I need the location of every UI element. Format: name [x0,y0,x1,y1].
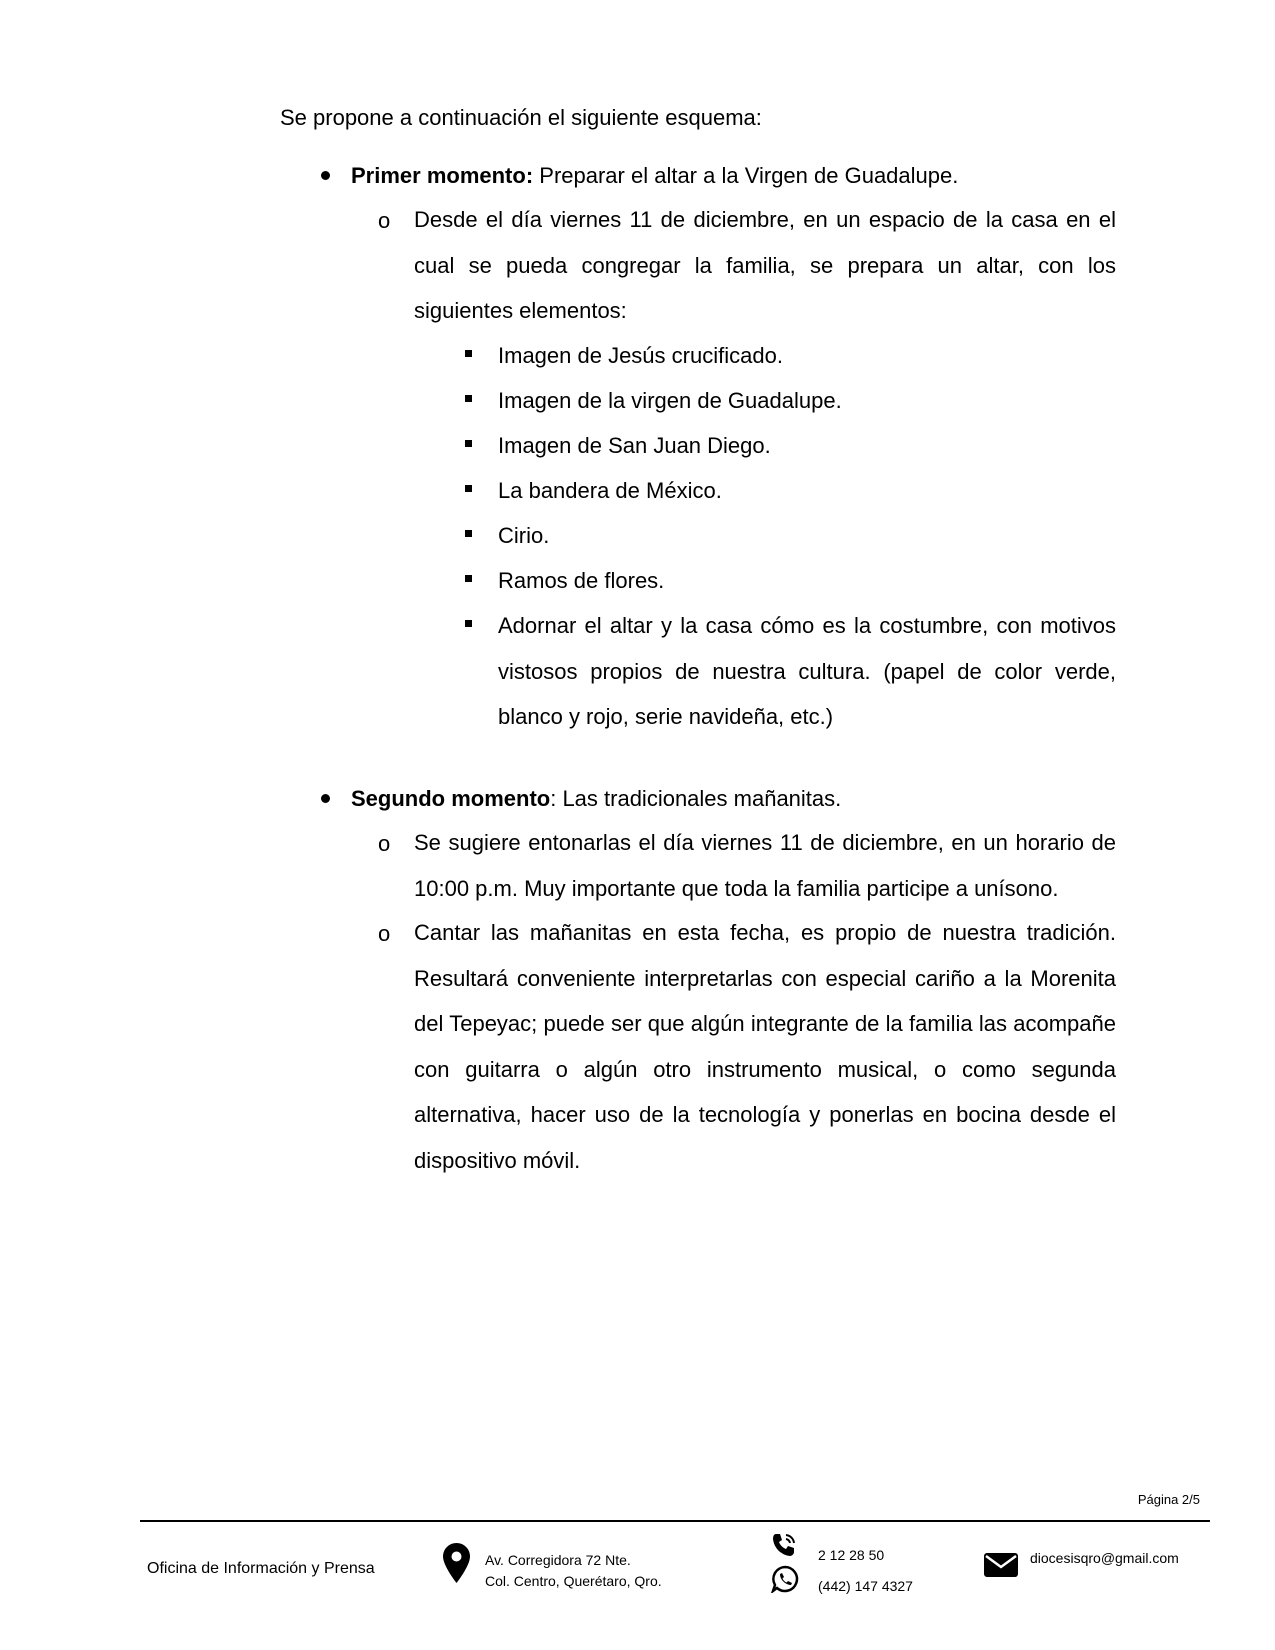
first-moment-heading [351,153,1131,199]
address-line-1: Av. Corregidora 72 Nte. [485,1552,631,1568]
list-item: Adornar el altar y la casa cómo es la costumbre, con motivos vistosos propios de nuestra cultura. (papel de color verde, blanco y rojo, serie navideña, etc.) [498,613,1116,729]
list-item: Ramos de flores. [498,568,665,593]
bullet-square [465,440,472,447]
whatsapp-number: (442) 147 4327 [818,1578,913,1594]
second-moment-heading [351,776,1131,822]
footer-email: diocesisqro@gmail.com [1030,1550,1179,1566]
second-moment-suggestion: Se sugiere entonarlas el día viernes 11 de diciembre, en un horario de 10:00 p.m. Muy importante que toda la familia participe a unísono. [414,830,1116,901]
second-moment-tradition: Cantar las mañanitas en esta fecha, es propio de nuestra tradición. Resultará conveniente interpretarlas con especial cariño a la Morenita del Tepeyac; puede ser que algún integrante de la familia las acompañe con guitarra o algún otro instrumento musical, o como segunda alternativa, hacer uso de la tecnología y ponerlas en bocina desde el dispositivo móvil. [414,920,1116,1173]
list-item: Imagen de la virgen de Guadalupe. [498,388,842,413]
first-moment-description: Desde el día viernes 11 de diciembre, en un espacio de la casa en el cual se pueda congregar la familia, se prepara un altar, con los siguientes elementos: [414,207,1116,323]
footer-office: Oficina de Información y Prensa [147,1560,375,1577]
list-item: Imagen de San Juan Diego. [498,433,771,458]
bullet-square [465,575,472,582]
bullet-square [465,395,472,402]
first-moment-title: Primer momento: [351,163,534,188]
bullet-circle: o [378,921,391,946]
page-number: Página 2/5 [1137,1492,1200,1507]
bullet-disc [321,794,330,803]
address-line-2: Col. Centro, Querétaro, Qro. [485,1573,662,1589]
bullet-disc [321,171,330,180]
footer-divider [140,1520,1210,1522]
bullet-square [465,620,472,627]
bullet-circle: o [378,831,391,856]
bullet-square [465,350,472,357]
intro-text: Se propone a continuación el siguiente esquema: [280,105,762,130]
location-pin-icon [443,1543,470,1588]
list-item: La bandera de México. [498,478,722,503]
second-moment-text: : Las tradicionales mañanitas. [550,786,842,811]
bullet-square [465,530,472,537]
first-moment-text: Preparar el altar a la Virgen de Guadalupe. [533,163,959,188]
bullet-square [465,485,472,492]
whatsapp-icon [771,1565,799,1598]
email-icon [984,1550,1018,1583]
second-moment-title: Segundo momento [351,786,551,811]
footer-address [485,1550,662,1592]
list-item: Cirio. [498,523,550,548]
phone-number: 2 12 28 50 [818,1547,885,1563]
bullet-circle: o [378,208,391,233]
footer-phones [818,1540,913,1602]
phone-icon [771,1532,797,1563]
list-item: Imagen de Jesús crucificado. [498,343,783,368]
